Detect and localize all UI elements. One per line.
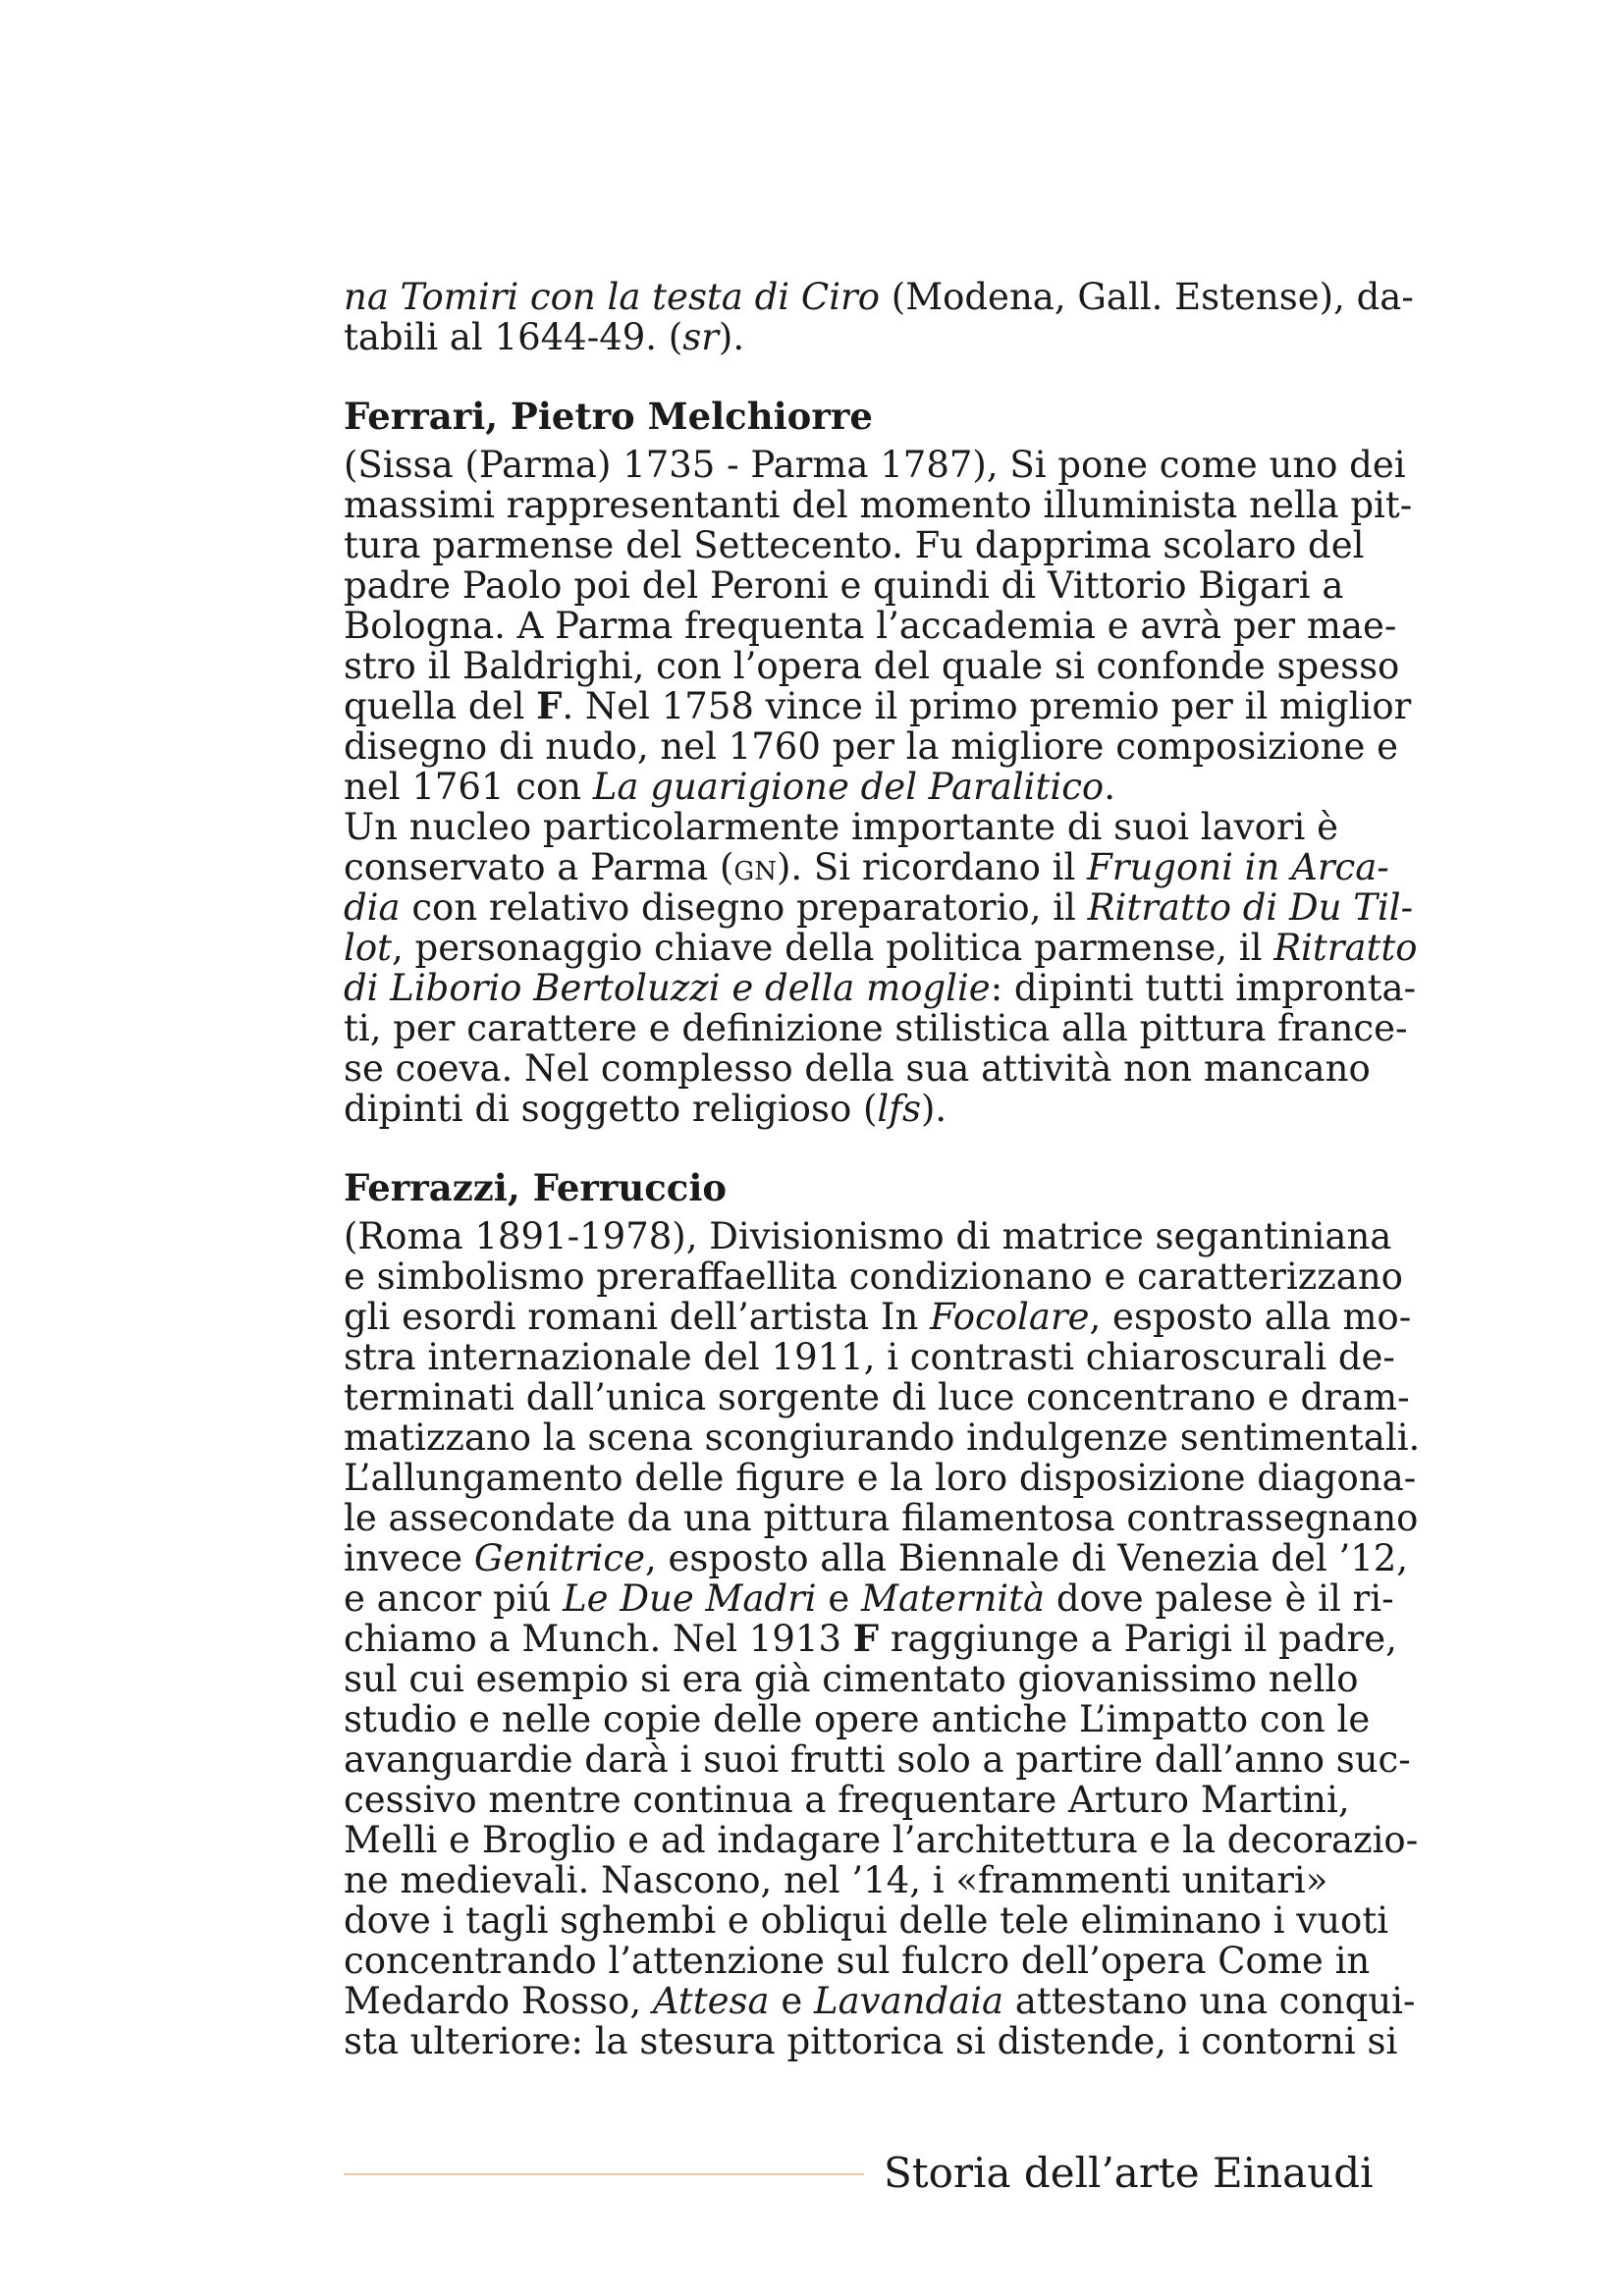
text-line: gli esordi romani dell’artista In Focolare, esposto alla mo- bbox=[344, 1296, 1412, 1338]
footer-rule bbox=[344, 2173, 864, 2175]
text-line: se coeva. Nel complesso della sua attività non mancano bbox=[344, 1047, 1371, 1090]
text-line: stro il Baldrighi, con l’opera del quale si confonde spesso bbox=[344, 645, 1400, 687]
text-line: quella del F. Nel 1758 vince il primo premio per il miglior bbox=[344, 684, 1412, 727]
text-line: (Sissa (Parma) 1735 - Parma 1787), Si pone come uno dei bbox=[344, 444, 1406, 486]
text-line: (Roma 1891-1978), Divisionismo di matrice segantiniana bbox=[344, 1215, 1392, 1257]
text-line: padre Paolo poi del Peroni e quindi di Vittorio Bigari a bbox=[344, 564, 1344, 607]
text-line: disegno di nudo, nel 1760 per la migliore composizione e bbox=[344, 725, 1399, 768]
text-line: conservato a Parma (gn). Si ricordano il Frugoni in Arca- bbox=[344, 846, 1389, 888]
text-line: dipinti di soggetto religioso (lfs). bbox=[344, 1088, 947, 1130]
entry-heading: Ferrazzi, Ferruccio bbox=[344, 1166, 728, 1209]
text-line: Un nucleo particolarmente importante di suoi lavori è bbox=[344, 806, 1339, 848]
entry-body bbox=[344, 1215, 1421, 2062]
entry-heading: Ferrari, Pietro Melchiorre bbox=[344, 395, 873, 438]
text-line: Medardo Rosso, Attesa e Lavandaia attestano una conqui- bbox=[344, 1980, 1416, 2022]
footer-title: Storia dell’arte Einaudi bbox=[884, 2149, 1374, 2197]
text-line: sul cui esempio si era già cimentato giovanissimo nello bbox=[344, 1658, 1359, 1700]
text-line: matizzano la scena scongiurando indulgenze sentimentali. bbox=[344, 1416, 1421, 1459]
entry-body bbox=[344, 444, 1418, 1130]
text-line: massimi rappresentanti del momento illuminista nella pit- bbox=[344, 484, 1413, 526]
text-line: lot, personaggio chiave della politica parmense, il Ritratto bbox=[344, 927, 1418, 969]
text-line: Bologna. A Parma frequenta l’accademia e avrà per mae- bbox=[344, 605, 1397, 647]
text-line: concentrando l’attenzione sul fulcro dell’opera Come in bbox=[344, 1940, 1371, 1982]
text-line: terminati dall’unica sorgente di luce concentrano e dram- bbox=[344, 1376, 1410, 1418]
page-body bbox=[344, 276, 1421, 2062]
text-line: invece Genitrice, esposto alla Biennale di Venezia del ’12, bbox=[344, 1537, 1409, 1579]
text-line: ne medievali. Nascono, nel ’14, i «frammenti unitari» bbox=[344, 1859, 1328, 1901]
text-line: cessivo mentre continua a frequentare Arturo Martini, bbox=[344, 1779, 1350, 1821]
text-line: L’allungamento delle figure e la loro disposizione diagona- bbox=[344, 1457, 1417, 1499]
text-line: ti, per carattere e definizione stilistica alla pittura france- bbox=[344, 1007, 1408, 1049]
text-line: sta ulteriore: la stesura pittorica si distende, i contorni si bbox=[344, 2020, 1398, 2062]
text-line: le assecondate da una pittura filamentosa contrassegnano bbox=[344, 1497, 1419, 1539]
text-line: stra internazionale del 1911, i contrasti chiaroscurali de- bbox=[344, 1336, 1395, 1378]
text-line: dia con relativo disegno preparatorio, il Ritratto di Du Til- bbox=[344, 886, 1414, 929]
text-line: tabili al 1644-49. (sr). bbox=[344, 316, 745, 358]
text-line: e ancor piú Le Due Madri e Maternità dove palese è il ri- bbox=[344, 1577, 1394, 1620]
text-line: e simbolismo preraffaellita condizionano e caratterizzano bbox=[344, 1255, 1403, 1298]
text-line: di Liborio Bertoluzzi e della moglie: dipinti tutti improntа- bbox=[344, 967, 1417, 1009]
text-line: chiamo a Munch. Nel 1913 F raggiunge a Parigi il padre, bbox=[344, 1617, 1397, 1660]
text-line: dove i tagli sghembi e obliqui delle tele eliminano i vuoti bbox=[344, 1899, 1389, 1942]
text-line: na Tomiri con la testa di Ciro (Modena, Gall. Estense), da- bbox=[344, 276, 1414, 318]
entry-continuation bbox=[344, 276, 1414, 358]
text-line: studio e nelle copie delle opere antiche L’impatto con le bbox=[344, 1698, 1371, 1740]
text-line: avanguardie darà i suoi frutti solo a partire dall’anno suc- bbox=[344, 1738, 1411, 1781]
text-line: nel 1761 con La guarigione del Paralitico. bbox=[344, 766, 1115, 808]
text-line: tura parmense del Settecento. Fu dapprima scolaro del bbox=[344, 524, 1365, 566]
entries-list bbox=[344, 395, 1421, 2062]
text-line: Melli e Broglio e ad indagare l’architettura e la decorazio- bbox=[344, 1819, 1419, 1861]
